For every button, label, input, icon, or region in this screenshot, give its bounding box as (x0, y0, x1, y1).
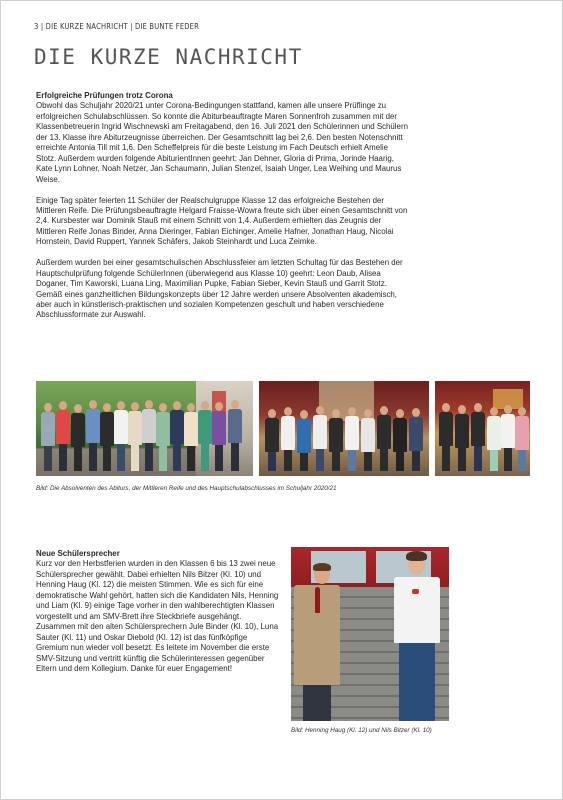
graduate-figure (170, 381, 184, 476)
graduate-figure (487, 381, 501, 476)
graduate-figure (56, 381, 70, 476)
graduate-figure (41, 381, 55, 476)
page-title: DIE KURZE NACHRICHT (34, 45, 303, 69)
graduate-figure (501, 381, 515, 476)
graduate-figure (114, 381, 128, 476)
photo-caption: Bild: Henning Haug (Kl. 12) und Nils Bitzer (Kl. 10) (291, 727, 432, 734)
graduate-figure (228, 381, 242, 476)
graduate-figure (345, 381, 359, 476)
header-section: DIE KURZE NACHRICHT (45, 22, 128, 31)
graduate-figure (128, 381, 142, 476)
photo-caption: Bild: Die Absolventen des Abiturs, der Mittleren Reife und des Hauptschulabschlusses im Schuljahr 2020/21 (36, 485, 337, 492)
graduate-figure (515, 381, 529, 476)
graduate-figure (71, 381, 85, 476)
article-paragraph: Kurz vor den Herbstferien wurden in den Klassen 6 bis 13 zwei neue Schülersprecher gewählt. Dabei erhielten Nils Bitzer (Kl. 10) und Henning Haug (Kl. 12) die meisten Stimmen. Wie es sich für eine demokratische Wahl gehört, hatten sich die Kandidaten Nils, Henning und Liam (Kl. 9) einige Tage vorher in den wahlberechtigten Klassen vorgestellt und am SMV-Brett ihre Steckbriefe ausgehängt. Zusammen mit den alten Schülersprechern Jule Binder (Kl. 10), Luna Sauter (Kl. 11) und Oskar Diebold (Kl. 12) ist das fünfköpfige Gremium nun wieder voll besetzt. Es leitete im November die erste SMV-Sitzung und vertritt künftig die Schülerinteressen gegenüber Eltern und dem Kollegium. Danke für euer Engagement! (36, 559, 279, 673)
graduate-figure (471, 381, 485, 476)
page-header (34, 22, 199, 31)
graduate-figure (313, 381, 327, 476)
graduate-figure (439, 381, 453, 476)
graduate-figure (198, 381, 212, 476)
graduate-figure (281, 381, 295, 476)
article-heading: Erfolgreiche Prüfungen trotz Corona (36, 91, 173, 100)
article-paragraph: Einige Tag später feierten 11 Schüler der Realschulgruppe Klasse 12 das erfolgreiche Bestehen der Mittleren Reife. Die Prüfungsbeauftragte Helgard Fraisse-Wowra freute sich über einen Gesamtschnitt von 2,4. Kursbester war Dominik Stauß mit einem Schnitt von 1,4. Außerdem erhielten das Zeugnis der Mittleren Reife Jonas Binder, Anna Dieringer, Fabian Eichinger, Amelie Hafner, Jonathan Haug, Nicolai Hornstein, David Ruppert, Yannek Schäfers, Jakob Steinhardt und Luca Zeimke. (36, 195, 408, 247)
graduate-figure (86, 381, 100, 476)
graduate-figure (100, 381, 114, 476)
header-divider: | (130, 22, 136, 31)
article-paragraph: Obwohl das Schuljahr 2020/21 unter Corona-Bedingungen stattfand, kamen alle unsere Prüflinge zu erfolgreichen Schulabschlüssen. So konnte die Abiturbeauftragte Maren Sonnenfroh zusammen mit der Klassenbetreuerin Ingrid Wischnewski am Freitagabend, den 16. Juli 2021 den Schülerinnen und Schülern der 13. Klasse ihre Abiturzeugnisse überreichen. Der Gesamtschnitt lag bei 2,6. Den besten Notenschnitt erreichte Antonia Till mit 1,6. Den Scheffelpreis für die beste Leistung im Fach Deutsch erhielt Amelie Stotz. Außerdem wurden folgende AbiturientInnen geehrt: Jan Dehner, Gloria di Prima, Jorinde Haarig, Kate Lynn Lohner, Noah Netzer, Jan Schaumann, Julian Stenzel, Isaiah Unger, Lea Weihing und Maurus Weise. (36, 101, 408, 184)
graduate-figure (212, 381, 226, 476)
header-divider: | (40, 22, 46, 31)
header-publication: DIE BUNTE FEDER (135, 22, 200, 31)
photo-hauptschule (435, 381, 530, 476)
graduate-figure (393, 381, 407, 476)
graduate-figure (377, 381, 391, 476)
article-student-reps (36, 549, 279, 674)
graduate-figure (184, 381, 198, 476)
photo-mittlere-reife (259, 381, 429, 476)
graduate-figure (142, 381, 156, 476)
person-right (291, 547, 449, 721)
graduate-figure (156, 381, 170, 476)
article-paragraph: Außerdem wurden bei einer gesamtschulischen Abschlussfeier am letzten Schultag für das Bestehen der Hauptschulprüfung folgende SchülerInnen (überwiegend aus Klasse 10) geehrt: Leon Daub, Alisea Doganer, Tim Kaworski, Luana Ling, Maximilian Pupke, Fabian Sieber, Kevin Stauß und Garrit Stotz. Gemäß eines ganzheitlichen Bildungskonzepts über 12 Jahre werden unsere Absolventen akademisch, aber auch in künstlerisch-praktischen und sozialen Kompetenzen geschult und haben verschiedene Abschlussformate zur Auswahl. (36, 258, 403, 320)
article-heading: Neue Schülersprecher (36, 549, 120, 558)
graduate-figure (265, 381, 279, 476)
graduate-figure (361, 381, 375, 476)
graduate-figure (455, 381, 469, 476)
page-number: 3 (34, 22, 39, 31)
graduate-figure (329, 381, 343, 476)
article-exams (36, 91, 408, 321)
photo-student-representatives (291, 547, 449, 721)
graduate-figure (297, 381, 311, 476)
graduate-figure (409, 381, 423, 476)
photo-abitur-graduates (36, 381, 253, 476)
